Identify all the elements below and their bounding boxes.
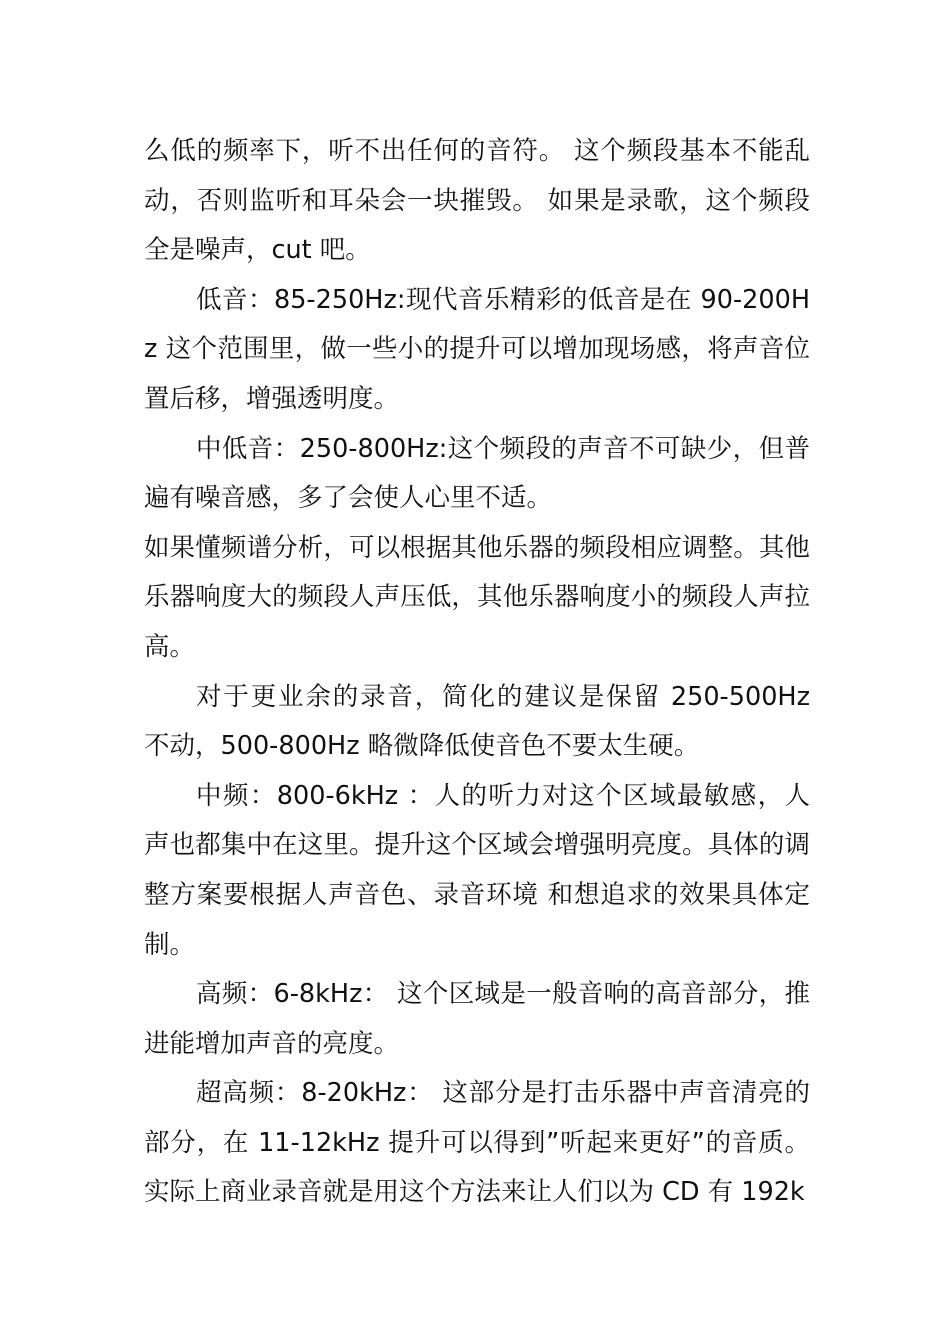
paragraph-noise-intro: 么低的频率下，听不出任何的音符。 这个频段基本不能乱动，否则监听和耳朵会一块摧毁。 如果是录歌，这个频段全是噪声，cut 吧。 (144, 136, 810, 266)
paragraph-bass: 低音：85-250Hz:现代音乐精彩的低音是在 90-200Hz 这个范围里，做一些小的提升可以增加现场感，将声音位置后移，增强透明度。 (144, 284, 810, 414)
paragraph-ultra-high: 超高频：8-20kHz： 这部分是打击乐器中声音清亮的部分，在 11-12kHz 提升可以得到”听起来更好”的音质。实际上商业录音就是用这个方法来让人们以为 CD 有 192k (144, 1078, 810, 1208)
paragraph-high: 高频：6-8kHz： 这个区域是一般音响的高音部分，推进能增加声音的亮度。 (144, 979, 810, 1059)
paragraph-low-mid: 中低音：250-800Hz:这个频段的声音不可缺少，但普遍有噪音感，多了会使人心里不适。 (144, 433, 810, 514)
paragraph-mid: 中频：800-6kHz ：人的听力对这个区域最敏感，人声也都集中在这里。提升这个区域会增强明亮度。具体的调整方案要根据人声音色、录音环境 和想追求的效果具体定制。 (144, 780, 810, 960)
document-body (144, 127, 810, 1218)
paragraph-spectrum-analysis: 如果懂频谱分析，可以根据其他乐器的频段相应调整。其他乐器响度大的频段人声压低，其他乐器响度小的频段人声拉高。 (144, 532, 810, 662)
paragraph-amateur-advice: 对于更业余的录音，简化的建议是保留 250-500Hz 不动，500-800Hz 略微降低使音色不要太生硬。 (144, 681, 810, 762)
